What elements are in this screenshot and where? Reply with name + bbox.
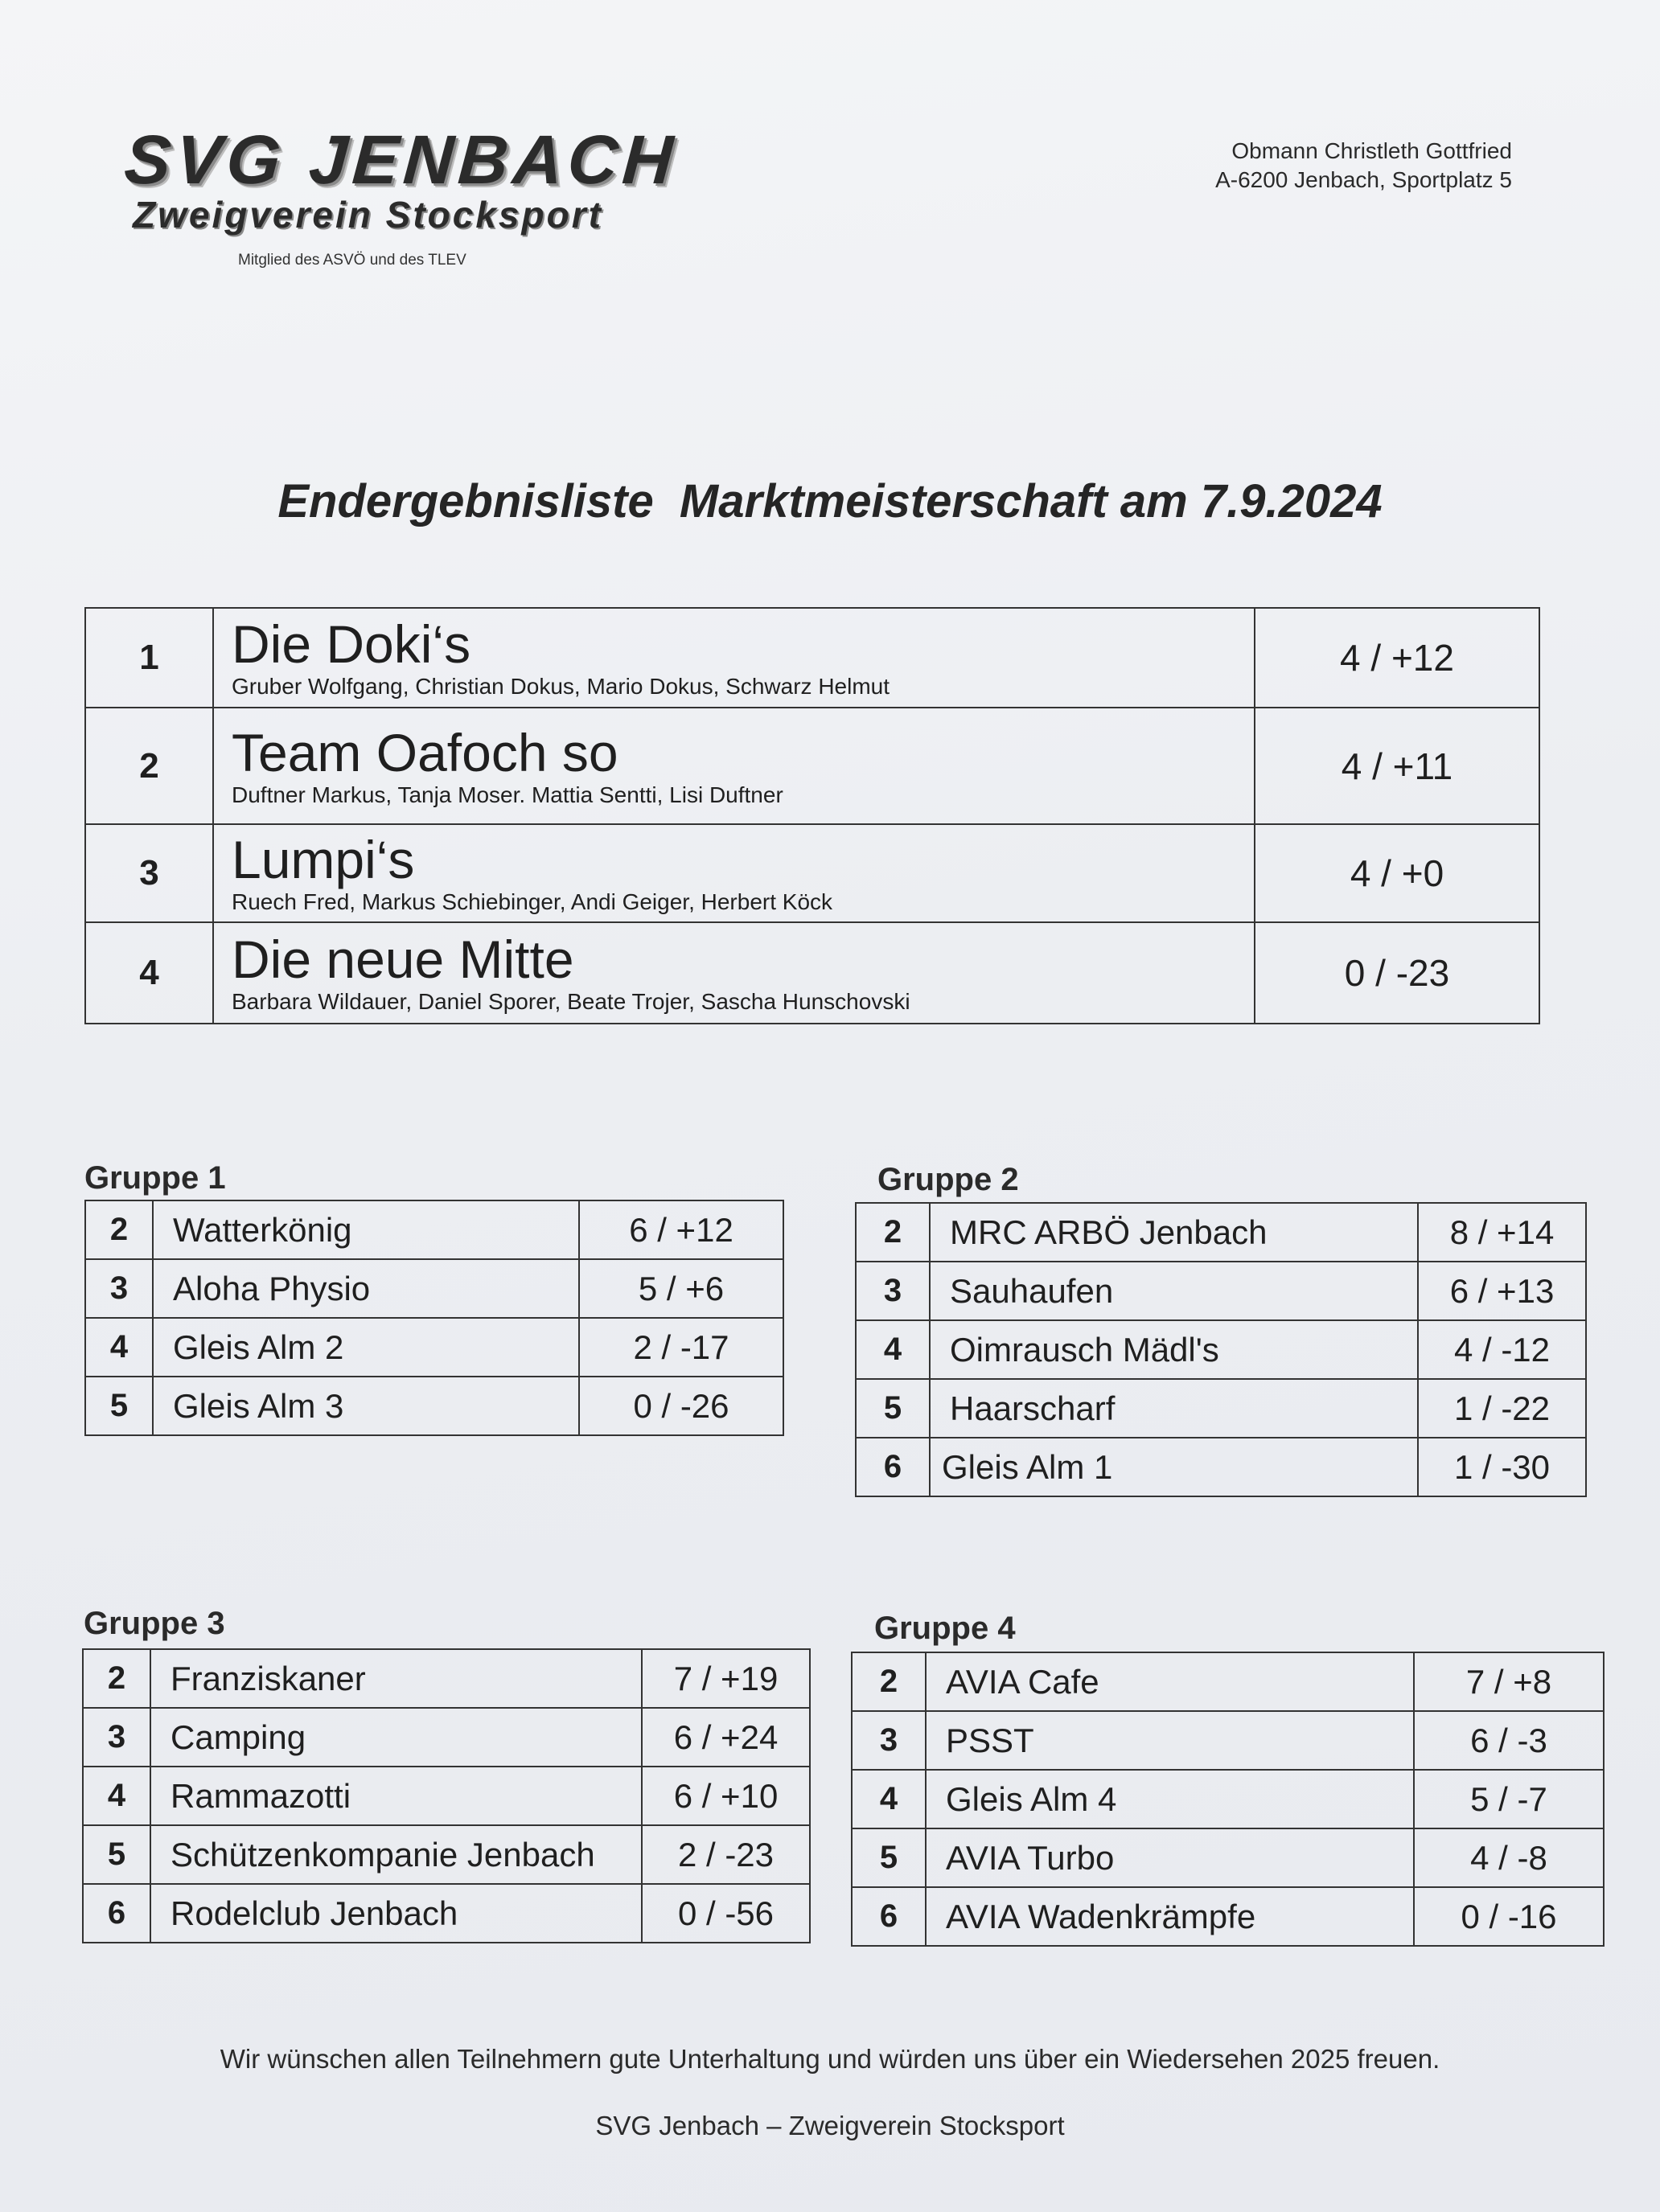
score-cell: 7 / +8 [1414, 1652, 1604, 1711]
team-members: Ruech Fred, Markus Schiebinger, Andi Geiger, Herbert Köck [232, 889, 833, 914]
rank-cell: 6 [852, 1887, 926, 1946]
team-name: Franziskaner [150, 1649, 642, 1708]
score-cell: 1 / -30 [1418, 1438, 1586, 1496]
score-cell: 6 / +12 [579, 1200, 783, 1259]
team-name: Gleis Alm 1 [930, 1438, 1418, 1496]
table-row [83, 1884, 810, 1943]
team-name: Die Doki‘s [232, 614, 471, 674]
team-cell [213, 608, 1255, 708]
score-cell: 4 / +0 [1255, 824, 1539, 922]
rank-cell: 2 [83, 1649, 150, 1708]
score-cell: 6 / -3 [1414, 1711, 1604, 1770]
table-row [852, 1770, 1604, 1828]
team-name: Gleis Alm 3 [153, 1377, 579, 1435]
team-name: Sauhaufen [930, 1262, 1418, 1320]
table-row [85, 708, 1539, 824]
address-line-2: A-6200 Jenbach, Sportplatz 5 [1215, 167, 1512, 192]
group-2-title: Gruppe 2 [877, 1162, 1019, 1197]
table-row [85, 608, 1539, 708]
team-members: Gruber Wolfgang, Christian Dokus, Mario Dokus, Schwarz Helmut [232, 674, 890, 699]
score-cell: 4 / -12 [1418, 1320, 1586, 1379]
score-cell: 8 / +14 [1418, 1203, 1586, 1262]
table-row [85, 1200, 783, 1259]
score-cell: 6 / +10 [642, 1767, 810, 1825]
team-name: AVIA Turbo [926, 1828, 1414, 1887]
rank-cell: 3 [83, 1708, 150, 1767]
rank-cell: 5 [83, 1825, 150, 1884]
address-block [1215, 137, 1512, 195]
team-name: Rammazotti [150, 1767, 642, 1825]
table-row [852, 1887, 1604, 1946]
table-row [852, 1652, 1604, 1711]
rank-cell: 4 [85, 1318, 153, 1377]
team-name: Oimrausch Mädl's [930, 1320, 1418, 1379]
club-logo-title: SVG JENBACH [121, 121, 680, 199]
team-name: PSST [926, 1711, 1414, 1770]
team-name: Haarscharf [930, 1379, 1418, 1438]
score-cell: 5 / -7 [1414, 1770, 1604, 1828]
group-3-title: Gruppe 3 [84, 1606, 225, 1641]
final-results-table [84, 607, 1540, 1024]
score-cell: 4 / +11 [1255, 708, 1539, 824]
team-name: Gleis Alm 2 [153, 1318, 579, 1377]
rank-cell: 4 [85, 922, 213, 1024]
group-4-table [851, 1652, 1605, 1947]
rank-cell: 1 [85, 608, 213, 708]
page-title: Endergebnisliste Marktmeisterschaft am 7.9.2024 [277, 475, 1383, 527]
table-row [856, 1203, 1586, 1262]
rank-cell: 3 [856, 1262, 930, 1320]
rank-cell: 2 [852, 1652, 926, 1711]
team-name: Camping [150, 1708, 642, 1767]
group-1-table [84, 1200, 784, 1436]
table-row [85, 1259, 783, 1318]
score-cell: 2 / -23 [642, 1825, 810, 1884]
team-cell [213, 708, 1255, 824]
rank-cell: 5 [852, 1828, 926, 1887]
table-row [83, 1767, 810, 1825]
footer-message: Wir wünschen allen Teilnehmern gute Unterhaltung und würden uns über ein Wiedersehen 2025 freuen. [220, 2044, 1440, 2074]
score-cell: 5 / +6 [579, 1259, 783, 1318]
rank-cell: 3 [85, 1259, 153, 1318]
group-2-table [855, 1202, 1587, 1497]
team-cell [213, 922, 1255, 1024]
team-name: Die neue Mitte [232, 930, 574, 989]
table-row [83, 1825, 810, 1884]
team-name: AVIA Wadenkrämpfe [926, 1887, 1414, 1946]
rank-cell: 5 [856, 1379, 930, 1438]
team-name: Lumpi‘s [232, 830, 415, 889]
score-cell: 6 / +13 [1418, 1262, 1586, 1320]
table-row [856, 1262, 1586, 1320]
table-row [85, 922, 1539, 1024]
rank-cell: 6 [83, 1884, 150, 1943]
rank-cell: 3 [85, 824, 213, 922]
team-name: Watterkönig [153, 1200, 579, 1259]
team-members: Duftner Markus, Tanja Moser. Mattia Sentti, Lisi Duftner [232, 782, 783, 807]
rank-cell: 4 [856, 1320, 930, 1379]
membership-note: Mitglied des ASVÖ und des TLEV [238, 252, 466, 269]
club-logo-subtitle: Zweigverein Stocksport [133, 194, 603, 236]
team-name: AVIA Cafe [926, 1652, 1414, 1711]
rank-cell: 2 [85, 708, 213, 824]
team-members: Barbara Wildauer, Daniel Sporer, Beate Trojer, Sascha Hunschovski [232, 989, 910, 1014]
team-name: Aloha Physio [153, 1259, 579, 1318]
table-row [83, 1649, 810, 1708]
address-line-1: Obmann Christleth Gottfried [1231, 138, 1512, 163]
table-row [83, 1708, 810, 1767]
team-name: Team Oafoch so [232, 722, 618, 782]
score-cell: 6 / +24 [642, 1708, 810, 1767]
score-cell: 0 / -56 [642, 1884, 810, 1943]
score-cell: 4 / +12 [1255, 608, 1539, 708]
footer-signature: SVG Jenbach – Zweigverein Stocksport [595, 2111, 1065, 2140]
rank-cell: 4 [852, 1770, 926, 1828]
team-name: Rodelclub Jenbach [150, 1884, 642, 1943]
group-4-title: Gruppe 4 [874, 1611, 1016, 1646]
score-cell: 2 / -17 [579, 1318, 783, 1377]
rank-cell: 2 [856, 1203, 930, 1262]
score-cell: 0 / -23 [1255, 922, 1539, 1024]
rank-cell: 4 [83, 1767, 150, 1825]
score-cell: 0 / -16 [1414, 1887, 1604, 1946]
rank-cell: 3 [852, 1711, 926, 1770]
table-row [85, 824, 1539, 922]
score-cell: 0 / -26 [579, 1377, 783, 1435]
rank-cell: 6 [856, 1438, 930, 1496]
rank-cell: 2 [85, 1200, 153, 1259]
score-cell: 1 / -22 [1418, 1379, 1586, 1438]
team-cell [213, 824, 1255, 922]
table-row [852, 1711, 1604, 1770]
team-name: MRC ARBÖ Jenbach [930, 1203, 1418, 1262]
table-row [856, 1320, 1586, 1379]
table-row [85, 1318, 783, 1377]
table-row [852, 1828, 1604, 1887]
rank-cell: 5 [85, 1377, 153, 1435]
team-name: Gleis Alm 4 [926, 1770, 1414, 1828]
score-cell: 4 / -8 [1414, 1828, 1604, 1887]
group-3-table [82, 1648, 811, 1943]
table-row [85, 1377, 783, 1435]
table-row [856, 1438, 1586, 1496]
group-1-title: Gruppe 1 [84, 1160, 226, 1196]
score-cell: 7 / +19 [642, 1649, 810, 1708]
table-row [856, 1379, 1586, 1438]
team-name: Schützenkompanie Jenbach [150, 1825, 642, 1884]
